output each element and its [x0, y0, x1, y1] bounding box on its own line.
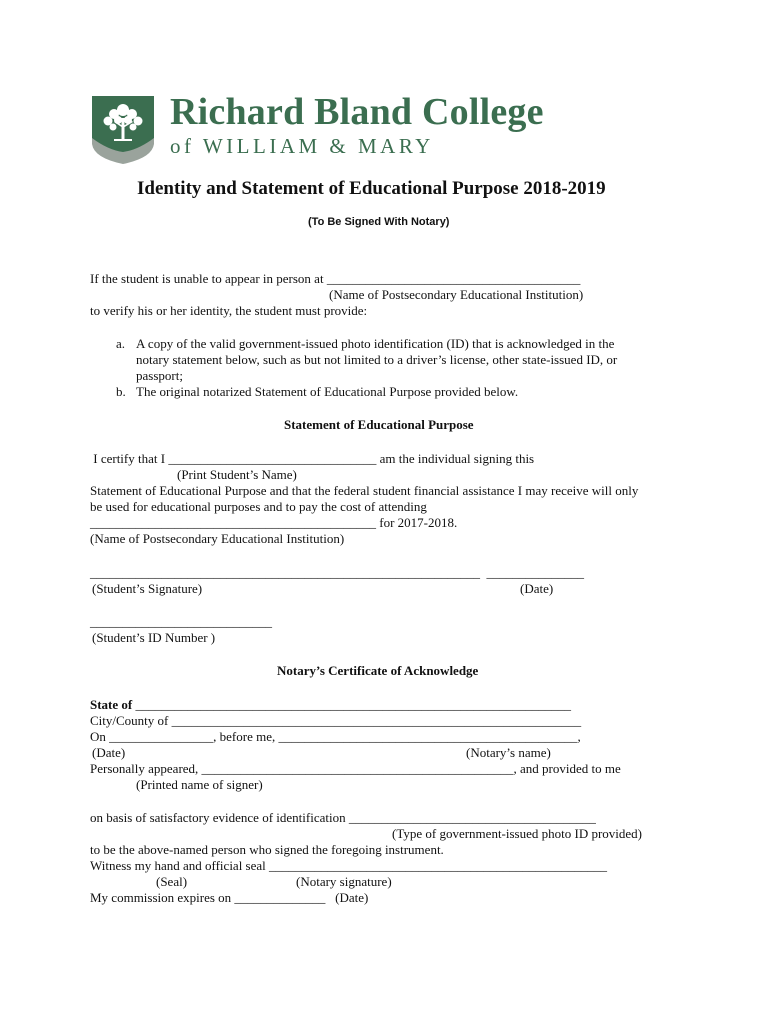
- tree-shield-icon: [90, 94, 156, 164]
- state-of-label: State of: [90, 697, 133, 712]
- document-subtitle: (To Be Signed With Notary): [308, 216, 450, 228]
- notary-heading: Notary’s Certificate of Acknowledge: [277, 663, 479, 678]
- logo-affiliation: of WILLIAM & MARY: [170, 134, 434, 158]
- personally-appeared-line: Personally appeared, ________________________________________________, and provided to me: [90, 761, 621, 776]
- student-id-line: ____________________________: [90, 614, 272, 629]
- witness-line: Witness my hand and official seal ____________________________________________________: [90, 858, 608, 873]
- statement-line-3: Statement of Educational Purpose and that the federal student financial assistance I may receive will only: [90, 483, 639, 498]
- state-of-line: [90, 697, 571, 713]
- notary-name-label: (Notary’s name): [466, 745, 551, 760]
- notary-date-label: (Date): [92, 745, 126, 760]
- list-item-a-line-3: passport;: [136, 368, 183, 383]
- signature-date-label: (Date): [520, 581, 554, 596]
- student-id-label: (Student’s ID Number ): [92, 630, 216, 645]
- logo-college-name: Richard Bland College: [170, 91, 544, 133]
- above-named-line: to be the above-named person who signed the foregoing instrument.: [90, 842, 444, 857]
- commission-expires-line: My commission expires on ______________ (Date): [90, 890, 369, 905]
- printed-name-label: (Printed name of signer): [136, 777, 263, 792]
- document-title: Identity and Statement of Educational Purpose 2018-2019: [137, 178, 606, 199]
- intro-line-2: (Name of Postsecondary Educational Institution): [329, 287, 584, 302]
- student-signature-label: (Student’s Signature): [92, 581, 203, 596]
- statement-line-5: ____________________________________________ for 2017-2018.: [90, 515, 458, 530]
- institution-label: (Name of Postsecondary Educational Institution): [90, 531, 345, 546]
- city-county-line: City/County of _______________________________________________________________: [90, 713, 582, 728]
- state-of-blank: ___________________________________________________________________: [132, 697, 571, 712]
- evidence-line: on basis of satisfactory evidence of identification ______________________________________: [90, 810, 596, 825]
- list-item-b-line-1: The original notarized Statement of Educational Purpose provided below.: [136, 384, 519, 399]
- college-logo: [90, 91, 590, 166]
- intro-line-3: to verify his or her identity, the student must provide:: [90, 303, 368, 318]
- id-type-label: (Type of government-issued photo ID provided): [392, 826, 643, 841]
- list-item-a-line-2: notary statement below, such as but not limited to a driver’s license, other state-issued ID, or: [136, 352, 618, 367]
- intro-line-1: If the student is unable to appear in person at _______________________________________: [90, 271, 581, 286]
- signature-line: ____________________________________________________________ _______________: [90, 565, 584, 580]
- list-marker-b: b.: [116, 384, 126, 399]
- on-date-line: On ________________, before me, ______________________________________________,: [90, 729, 581, 744]
- list-marker-a: a.: [116, 336, 126, 351]
- statement-line-1: I certify that I ________________________________ am the individual signing this: [90, 451, 535, 466]
- statement-heading: Statement of Educational Purpose: [284, 417, 474, 432]
- statement-line-4: be used for educational purposes and to pay the cost of attending: [90, 499, 427, 514]
- list-item-a-line-1: A copy of the valid government-issued photo identification (ID) that is acknowledged in the: [136, 336, 615, 351]
- print-name-label: (Print Student’s Name): [177, 467, 297, 482]
- seal-label: (Seal): [156, 874, 188, 889]
- notary-signature-label: (Notary signature): [296, 874, 392, 889]
